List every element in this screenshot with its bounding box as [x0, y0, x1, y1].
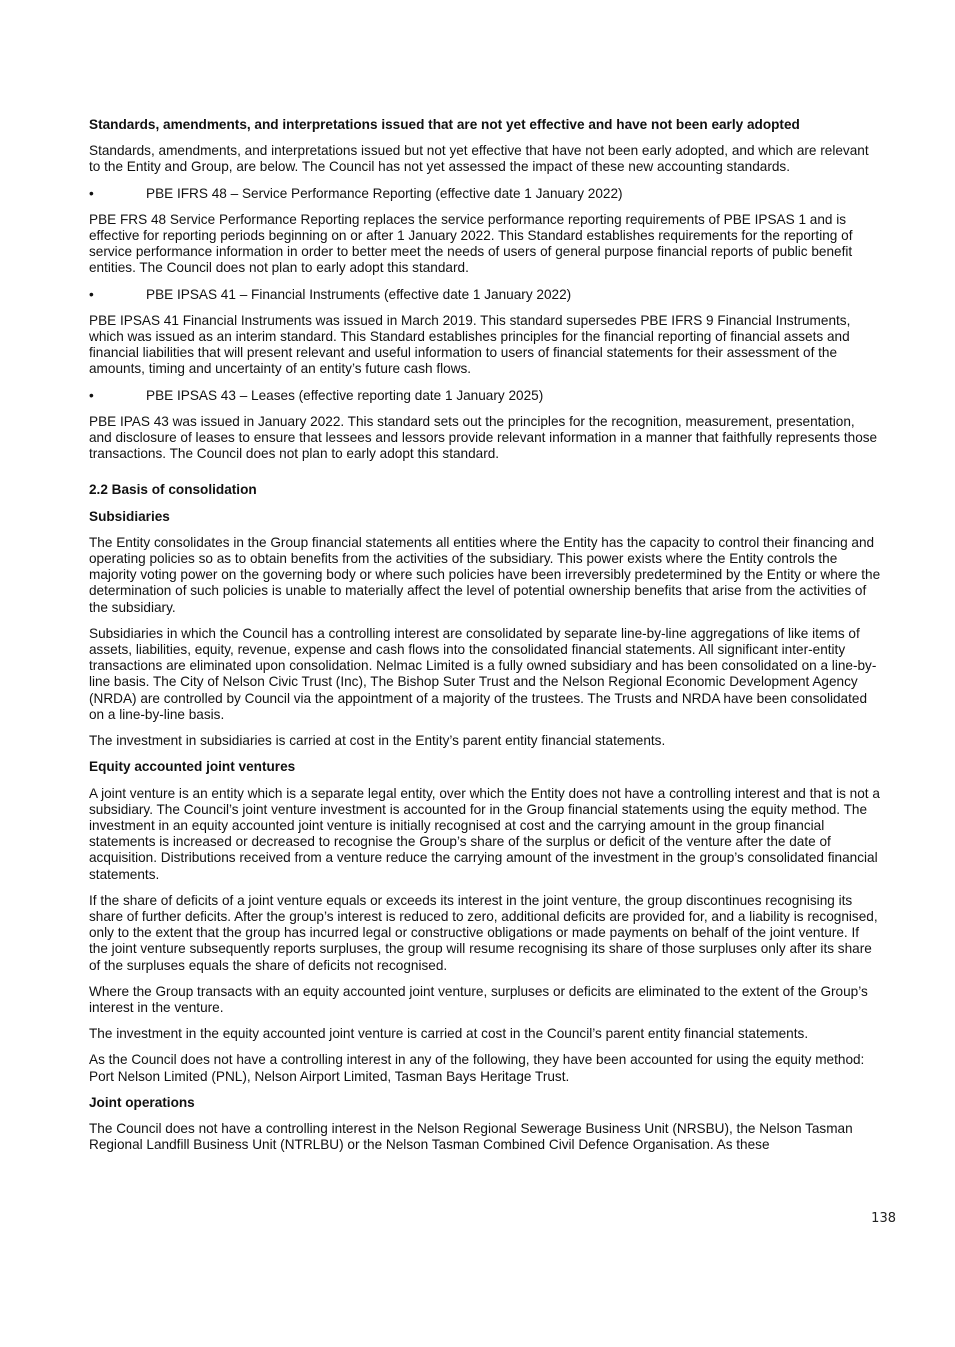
standard-description: PBE IPAS 43 was issued in January 2022. This standard sets out the principles for the recognition, measurement, presentation, and disclosure of leases to ensure that lessees and lessors provide relevant information in a manner that faithfully represents those transactions. The Council does not plan to early adopt this standard. — [89, 413, 878, 462]
bullet-icon: • — [89, 387, 94, 403]
subsidiaries-paragraph: The Entity consolidates in the Group financial statements all entities where the Entity has the capacity to control their financing and operating policies so as to obtain benefits from the activities of the subsidiary. This power exists where the Entity controls the majority voting power on the governing body or where such policies have been irreversibly predetermined by the Entity or where the determination of such policies is unable to materially affect the level of potential ownership benefits that arise from the activities of the subsidiary. — [89, 534, 881, 615]
page-number: 138 — [871, 1211, 896, 1226]
joint-ventures-paragraph: A joint venture is an entity which is a separate legal entity, over which the Entity does not have a controlling interest and that is not a subsidiary. The Council’s joint venture investment is accounted for in the Group financial statements using the equity method. The investment in an equity accounted joint venture is initially recognised at cost and the carrying amount in the group financial statements is increased or decreased to recognise the Group’s share of the surplus or deficit of the venture after the date of acquisition. Distributions received from a venture reduce the carrying amount of the investment in the group’s consolidated financial statements. — [89, 785, 880, 882]
consolidation-heading: 2.2 Basis of consolidation — [89, 482, 257, 498]
joint-operations-paragraph: The Council does not have a controlling interest in the Nelson Regional Sewerage Business Unit (NRSBU), the Nelson Tasman Regional Landfill Business Unit (NTRLBU) or the Nelson Tasman Combined Civil Defence Organisation. As these — [89, 1120, 853, 1153]
joint-operations-heading: Joint operations — [89, 1094, 195, 1110]
joint-ventures-paragraph: As the Council does not have a controlling interest in any of the following, they have been accounted for using the equity method: Port Nelson Limited (PNL), Nelson Airport Limited, Tasman Bays Heritage Trust. — [89, 1052, 865, 1084]
bullet-icon: • — [89, 185, 94, 201]
subsidiaries-paragraph: The investment in subsidiaries is carried at cost in the Entity’s parent entity financial statements. — [89, 733, 666, 749]
standard-bullet-ipsas-41 — [89, 287, 881, 303]
standard-title: PBE IFRS 48 – Service Performance Reporting (effective date 1 January 2022) — [146, 185, 623, 201]
standard-title: PBE IPSAS 41 – Financial Instruments (effective date 1 January 2022) — [146, 286, 572, 302]
standard-description: PBE FRS 48 Service Performance Reporting replaces the service performance reporting requirements of PBE IPSAS 1 and is effective for reporting periods beginning on or after 1 January 2022. This Standard establishes requirements for the reporting of service performance information in order to better meet the needs of users of general purpose financial reports of public benefit entities. The Council does not plan to early adopt this standard. — [89, 211, 853, 276]
joint-ventures-heading: Equity accounted joint ventures — [89, 759, 296, 775]
joint-ventures-paragraph: If the share of deficits of a joint venture equals or exceeds its interest in the joint venture, the group discontinues recognising its share of further deficits. After the group’s interest is reduced to zero, additional deficits are provided for, and a liability is recognised, only to the extent that the group has incurred legal or constructive obligations or made payments on behalf of the joint venture. If the joint venture subsequently reports surpluses, the group will resume recognising its share of those surpluses only after its share of the surpluses equals the share of deficits not recognised. — [89, 892, 878, 973]
section-heading: Standards, amendments, and interpretations issued that are not yet effective and have not been early adopted — [89, 117, 800, 132]
subsidiaries-paragraph: Subsidiaries in which the Council has a controlling interest are consolidated by separate line-by-line aggregations of like items of assets, liabilities, equity, revenue, expense and cash flows into the consolidated financial statements. All significant inter-entity transactions are eliminated upon consolidation. Nelmac Limited is a fully owned subsidiary and has been consolidated on a line-by-line basis. The City of Nelson Civic Trust (Inc), The Bishop Suter Trust and the Nelson Regional Economic Development Agency (NRDA) are controlled by Council via the appointment of a majority of the trustees. The Trusts and NRDA have been consolidated on a line-by-line basis. — [89, 625, 877, 722]
document-page — [89, 117, 881, 1163]
standard-bullet-ipsas-43 — [89, 388, 881, 404]
section-spacer — [89, 472, 881, 482]
joint-ventures-paragraph: The investment in the equity accounted joint venture is carried at cost in the Council’s parent entity financial statements. — [89, 1026, 809, 1042]
bullet-icon: • — [89, 286, 94, 302]
standard-title: PBE IPSAS 43 – Leases (effective reporting date 1 January 2025) — [146, 387, 544, 403]
standard-bullet-ifrs-48 — [89, 186, 881, 202]
joint-ventures-paragraph: Where the Group transacts with an equity accounted joint venture, surpluses or deficits are eliminated to the extent of the Group’s interest in the venture. — [89, 983, 868, 1015]
intro-paragraph: Standards, amendments, and interpretations issued but not yet effective that have not been early adopted, and which are relevant to the Entity and Group, are below. The Council has not yet assessed the impact of these new accounting standards. — [89, 143, 869, 175]
subsidiaries-heading: Subsidiaries — [89, 508, 170, 524]
standard-description: PBE IPSAS 41 Financial Instruments was issued in March 2019. This standard supersedes PBE IFRS 9 Financial Instruments, which was issued as an interim standard. This Standard establishes principles for the financial reporting of financial assets and financial liabilities that will present relevant and useful information to users of financial statements for their assessment of the amounts, timing and uncertainty of an entity’s future cash flows. — [89, 312, 851, 377]
